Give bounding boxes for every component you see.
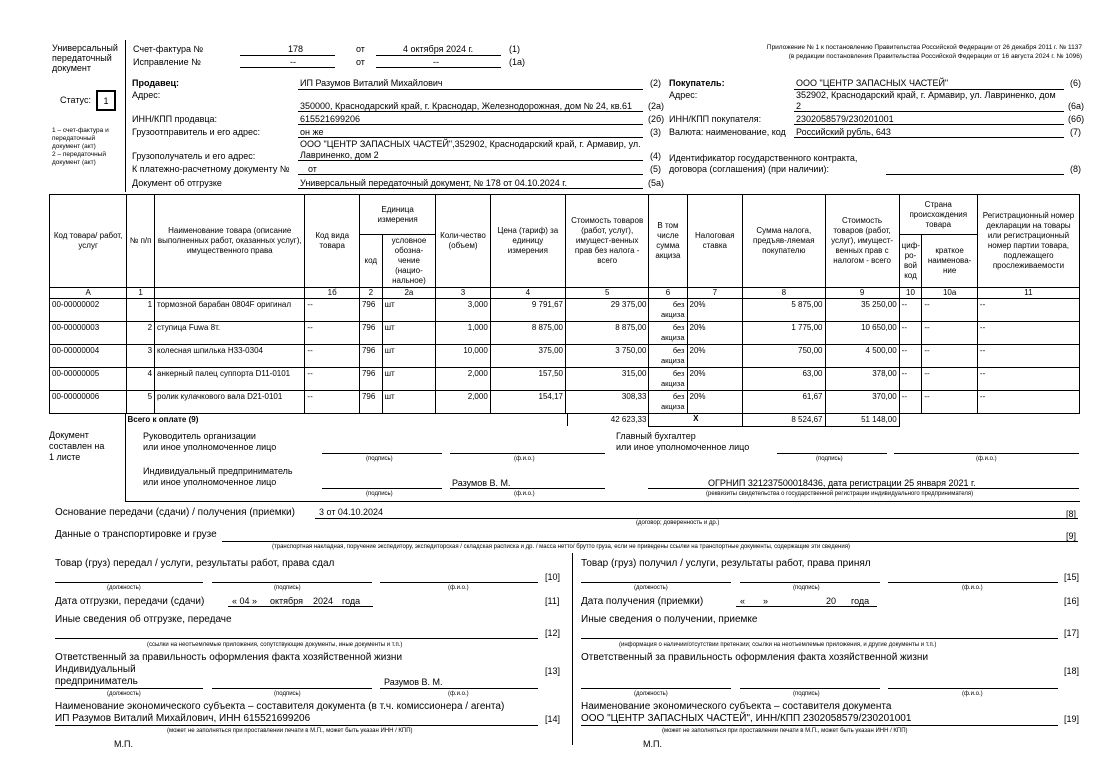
consignee-line2: Лавриненко, дом 2 bbox=[300, 150, 379, 160]
basis-label: Основание передачи (сдачи) / получения (приемки) bbox=[55, 507, 295, 518]
cell-tax: 1 775,00 bbox=[743, 322, 825, 345]
mp-left: М.П. bbox=[114, 739, 133, 749]
buyer-address-line2: 2 bbox=[796, 101, 802, 111]
seller-name: ИП Разумов Виталий Михайлович bbox=[300, 78, 443, 88]
cell-kind: -- bbox=[305, 368, 360, 391]
col-head-unit: Единица измерения bbox=[359, 195, 435, 235]
cell-price: 154,17 bbox=[490, 391, 565, 414]
received-code: [15] bbox=[1064, 572, 1080, 582]
col-num bbox=[155, 288, 305, 299]
cell-kind: -- bbox=[305, 299, 360, 322]
buyer-inn-code: (6б) bbox=[1068, 114, 1085, 124]
cell-tax: 63,00 bbox=[743, 368, 825, 391]
cell-code: 00-00000004 bbox=[50, 345, 127, 368]
buyer-label: Покупатель: bbox=[669, 78, 725, 88]
basis-caption: (договор; доверенность и др.) bbox=[636, 520, 720, 526]
col-head-unit-code: код bbox=[359, 235, 382, 288]
cell-qty: 2,000 bbox=[436, 368, 491, 391]
cell-excise: без акциза bbox=[649, 322, 687, 345]
col-head-num: № п/п bbox=[127, 195, 155, 288]
cell-rate: 20% bbox=[687, 391, 743, 414]
invoice-date: 4 октября 2024 г. bbox=[403, 44, 474, 54]
cell-ucode: 796 bbox=[359, 391, 382, 414]
cell-ccode: -- bbox=[899, 368, 922, 391]
seller-address-label: Адрес: bbox=[132, 90, 161, 100]
column-numbers-row bbox=[50, 288, 1080, 299]
cell-total: 35 250,00 bbox=[825, 299, 899, 322]
transferred-position-caption: (должность) bbox=[107, 585, 141, 591]
cell-total: 4 500,00 bbox=[825, 345, 899, 368]
entity-right-caption: (может не заполняться при проставлении печати в М.П., может быть указан ИНН / КПП) bbox=[662, 728, 908, 734]
other-recv-caption: (информация о наличии/отсутствии претензии; ссылки на неотъемлемые приложения, и другие документы и т.п.) bbox=[619, 642, 937, 648]
total-cost: 42 623,33 bbox=[567, 414, 648, 426]
other-ship-label: Иные сведения об отгрузке, передаче bbox=[55, 614, 232, 625]
currency-label: Валюта: наименование, код bbox=[669, 127, 786, 137]
payment-doc-code: (5) bbox=[650, 164, 661, 174]
correction-number: -- bbox=[290, 57, 296, 67]
correction-date: -- bbox=[433, 57, 439, 67]
cell-rate: 20% bbox=[687, 345, 743, 368]
payment-doc-label: К платежно-расчетному документу № bbox=[132, 164, 290, 174]
seller-address: 350000, Краснодарский край, г. Краснодар, Железнодорожная, дом № 24, кв.61 bbox=[300, 101, 633, 111]
invoice-code: (1) bbox=[509, 44, 520, 54]
cell-uname: шт bbox=[382, 391, 436, 414]
consignee-line1: ООО "ЦЕНТР ЗАПАСНЫХ ЧАСТЕЙ",352902, Краснодарский край, г. Армавир, ул. bbox=[300, 139, 641, 149]
status-label: Статус: bbox=[60, 95, 91, 105]
cell-decl: -- bbox=[977, 322, 1079, 345]
goods-table bbox=[49, 194, 1080, 427]
received-fio-caption: (ф.и.о.) bbox=[962, 585, 983, 591]
total-row bbox=[50, 414, 1080, 427]
transport-label: Данные о транспортировке и грузе bbox=[55, 529, 217, 540]
cell-qty: 1,000 bbox=[436, 322, 491, 345]
ship-year-word: года bbox=[342, 596, 361, 606]
cell-tax: 750,00 bbox=[743, 345, 825, 368]
consignee-label: Грузополучатель и его адрес: bbox=[132, 151, 256, 161]
accountant-sign-caption: (подпись) bbox=[816, 456, 843, 462]
col-head-country: Страна происхождения товара bbox=[899, 195, 977, 235]
cell-decl: -- bbox=[977, 391, 1079, 414]
col-num: 4 bbox=[490, 288, 565, 299]
entity-right-code: [19] bbox=[1064, 714, 1080, 724]
payment-doc-value: от bbox=[308, 164, 317, 174]
col-num: 7 bbox=[687, 288, 743, 299]
cell-cname: -- bbox=[922, 391, 978, 414]
col-head-code: Код товара/ работ, услуг bbox=[50, 195, 127, 288]
mp-right: М.П. bbox=[643, 739, 662, 749]
seller-label: Продавец: bbox=[132, 78, 180, 88]
cell-n: 4 bbox=[127, 368, 155, 391]
cell-rate: 20% bbox=[687, 368, 743, 391]
col-num: 10 bbox=[899, 288, 922, 299]
total-label: Всего к оплате (9) bbox=[125, 414, 568, 426]
shipper-code: (3) bbox=[650, 127, 661, 137]
correction-from-label: от bbox=[356, 57, 365, 67]
document-title: Универсальный передаточный документ bbox=[52, 43, 118, 73]
cell-excise: без акциза bbox=[649, 345, 687, 368]
cell-excise: без акциза bbox=[649, 368, 687, 391]
col-head-price: Цена (тариф) за единицу измерения bbox=[490, 195, 565, 288]
table-row bbox=[50, 368, 1080, 391]
buyer-address-code: (6а) bbox=[1068, 101, 1085, 111]
cell-cname: -- bbox=[922, 299, 978, 322]
col-num: 8 bbox=[743, 288, 825, 299]
col-head-tax: Сумма налога, предъяв-ляемая покупателю bbox=[743, 195, 825, 288]
cell-total: 10 650,00 bbox=[825, 322, 899, 345]
cell-ccode: -- bbox=[899, 345, 922, 368]
col-head-excise: В том числе сумма акциза bbox=[649, 195, 687, 288]
recv-year-word: года bbox=[851, 596, 870, 606]
cell-uname: шт bbox=[382, 299, 436, 322]
table-row bbox=[50, 322, 1080, 345]
ship-year: 2024 bbox=[313, 596, 334, 606]
cell-cname: -- bbox=[922, 368, 978, 391]
cell-ccode: -- bbox=[899, 299, 922, 322]
col-head-qty: Коли-чество (объем) bbox=[436, 195, 491, 288]
cell-name: тормозной барабан 0804F оригинал bbox=[155, 299, 305, 322]
cell-code: 00-00000005 bbox=[50, 368, 127, 391]
cell-name: анкерный палец суппорта D11-0101 bbox=[155, 368, 305, 391]
consignee-code: (4) bbox=[650, 151, 661, 161]
appendix-note: Приложение № 1 к постановлению Правительства Российской Федерации от 26 декабря 2011 г. № 1137 (в редакции постановления Правительства Российской Федерации от 16 августа 2024 г. № 1096) bbox=[766, 44, 1082, 60]
cell-tax: 5 875,00 bbox=[743, 299, 825, 322]
buyer-address-label: Адрес: bbox=[669, 90, 698, 100]
transferred-sign-caption: (подпись) bbox=[274, 585, 301, 591]
cell-qty: 2,000 bbox=[436, 391, 491, 414]
signs-divider bbox=[125, 424, 126, 502]
shipper-label: Грузоотправитель и его адрес: bbox=[132, 127, 260, 137]
resp-right-label: Ответственный за правильность оформления факта хозяйственной жизни bbox=[581, 652, 929, 663]
ip-sign-caption: (подпись) bbox=[366, 491, 393, 497]
shipment-doc-value: Универсальный передаточный документ, № 178 от 04.10.2024 г. bbox=[300, 178, 567, 188]
cell-n: 1 bbox=[127, 299, 155, 322]
cell-kind: -- bbox=[305, 322, 360, 345]
ogrnip-caption: (реквизиты свидетельства о государственной регистрации индивидуального предпринимателя) bbox=[706, 491, 974, 497]
cell-name: ступица Fuwa 8т. bbox=[155, 322, 305, 345]
cell-ucode: 796 bbox=[359, 368, 382, 391]
seller-inn-code: (2б) bbox=[648, 114, 665, 124]
col-num: А bbox=[50, 288, 127, 299]
correction-code: (1а) bbox=[509, 57, 526, 67]
cell-qty: 3,000 bbox=[436, 299, 491, 322]
ip-label: Индивидуальный предприниматель или иное уполномоченное лицо bbox=[143, 466, 293, 487]
cell-ucode: 796 bbox=[359, 299, 382, 322]
cell-uname: шт bbox=[382, 368, 436, 391]
invoice-from-label: от bbox=[356, 44, 365, 54]
basis-value: 3 от 04.10.2024 bbox=[319, 507, 383, 517]
cell-price: 375,00 bbox=[490, 345, 565, 368]
col-num: 10а bbox=[922, 288, 978, 299]
col-num: 9 bbox=[825, 288, 899, 299]
cell-n: 2 bbox=[127, 322, 155, 345]
cell-rate: 20% bbox=[687, 322, 743, 345]
col-num: 2 bbox=[359, 288, 382, 299]
seller-address-code: (2а) bbox=[648, 101, 665, 111]
col-head-cost: Стоимость товаров (работ, услуг), имущест-венных прав без налога - всего bbox=[565, 195, 648, 288]
cell-code: 00-00000006 bbox=[50, 391, 127, 414]
head-label: Руководитель организации или иное уполномоченное лицо bbox=[143, 431, 277, 452]
basis-code: [8] bbox=[1066, 509, 1077, 519]
transport-caption: (транспортная накладная, поручение экспедитору, экспедиторская / складская расписка и др. / масса нетто/ брутто груза, если не приведены ссылки на транспортные документы, содержащие эти сведения) bbox=[272, 544, 850, 550]
cell-rate: 20% bbox=[687, 299, 743, 322]
invoice-label: Счет-фактура № bbox=[133, 44, 204, 54]
total-sum: 51 148,00 bbox=[825, 414, 899, 427]
cell-ucode: 796 bbox=[359, 322, 382, 345]
cell-decl: -- bbox=[977, 345, 1079, 368]
recv-day-close: » bbox=[763, 596, 769, 606]
entity-left-code: [14] bbox=[545, 714, 561, 724]
cell-kind: -- bbox=[305, 391, 360, 414]
transferred-code: [10] bbox=[545, 572, 561, 582]
currency-value: Российский рубль, 643 bbox=[796, 127, 891, 137]
cell-name: ролик кулачкового вала D21-0101 bbox=[155, 391, 305, 414]
cell-price: 8 875,00 bbox=[490, 322, 565, 345]
accountant-fio-caption: (ф.и.о.) bbox=[976, 456, 997, 462]
status-box: 1 bbox=[96, 90, 116, 111]
shipper-value: он же bbox=[300, 127, 324, 137]
buyer-address-line1: 352902, Краснодарский край, г. Армавир, ул. Лавриненко, дом bbox=[796, 90, 1056, 100]
contract-label: Идентификатор государственного контракта, договора (соглашения) (при наличии): bbox=[669, 153, 858, 174]
cell-ccode: -- bbox=[899, 322, 922, 345]
head-fio-caption: (ф.и.о.) bbox=[514, 456, 535, 462]
cell-excise: без акциза bbox=[649, 391, 687, 414]
cell-cost: 8 875,00 bbox=[565, 322, 648, 345]
cell-uname: шт bbox=[382, 345, 436, 368]
cell-code: 00-00000002 bbox=[50, 299, 127, 322]
recv-date-code: [16] bbox=[1064, 596, 1080, 606]
cell-cost: 3 750,00 bbox=[565, 345, 648, 368]
cell-n: 5 bbox=[127, 391, 155, 414]
cell-price: 157,50 bbox=[490, 368, 565, 391]
col-head-name: Наименование товара (описание выполненных работ, оказанных услуг), имущественного права bbox=[155, 195, 305, 288]
resp-left-position: Индивидуальный предприниматель bbox=[55, 664, 138, 687]
entity-right-value: ООО "ЦЕНТР ЗАПАСНЫХ ЧАСТЕЙ", ИНН/КПП 2302058579/230201001 bbox=[581, 713, 912, 724]
resp-right-position-caption: (должность) bbox=[634, 691, 668, 697]
received-label: Товар (груз) получил / услуги, результаты работ, права принял bbox=[581, 558, 871, 569]
col-num: 6 bbox=[649, 288, 687, 299]
currency-code: (7) bbox=[1070, 127, 1081, 137]
contract-code: (8) bbox=[1070, 164, 1081, 174]
entity-left-value: ИП Разумов Виталий Михайлович, ИНН 615521699206 bbox=[55, 713, 311, 724]
buyer-name: ООО "ЦЕНТР ЗАПАСНЫХ ЧАСТЕЙ" bbox=[796, 78, 949, 88]
cell-cost: 315,00 bbox=[565, 368, 648, 391]
buyer-inn: 2302058579/230201001 bbox=[796, 114, 894, 124]
total-tax: 8 524,67 bbox=[743, 414, 825, 427]
received-position-caption: (должность) bbox=[634, 585, 668, 591]
col-head-country-code: циф-ро-вой код bbox=[899, 235, 922, 288]
head-sign-caption: (подпись) bbox=[366, 456, 393, 462]
received-sign-caption: (подпись) bbox=[793, 585, 820, 591]
cell-ucode: 796 bbox=[359, 345, 382, 368]
cell-tax: 61,67 bbox=[743, 391, 825, 414]
buyer-inn-label: ИНН/КПП покупателя: bbox=[669, 114, 762, 124]
cell-excise: без акциза bbox=[649, 299, 687, 322]
status-note: 1 – счет-фактура и передаточный документ (акт) 2 – передаточный документ (акт) bbox=[52, 127, 109, 166]
other-ship-caption: (ссылки на неотъемлемые приложения, сопутствующие документы, иные документы и т.п.) bbox=[147, 642, 403, 648]
cell-price: 9 791,67 bbox=[490, 299, 565, 322]
col-num: 1б bbox=[305, 288, 360, 299]
ip-fio-caption: (ф.и.о.) bbox=[514, 491, 535, 497]
cell-name: колесная шпилька Н33-0304 bbox=[155, 345, 305, 368]
seller-inn-label: ИНН/КПП продавца: bbox=[132, 114, 218, 124]
col-head-total: Стоимость товаров (работ, услуг), имущест-венных прав с налогом - всего bbox=[825, 195, 899, 288]
seller-name-code: (2) bbox=[650, 78, 661, 88]
cell-total: 370,00 bbox=[825, 391, 899, 414]
cell-n: 3 bbox=[127, 345, 155, 368]
cell-ccode: -- bbox=[899, 391, 922, 414]
col-num: 11 bbox=[977, 288, 1079, 299]
cell-cost: 29 375,00 bbox=[565, 299, 648, 322]
ship-month: октября bbox=[270, 596, 303, 606]
col-head-unit-name: условное обозна-чение (нацио-нальное) bbox=[382, 235, 436, 288]
cell-qty: 10,000 bbox=[436, 345, 491, 368]
header-divider bbox=[125, 40, 126, 192]
cell-uname: шт bbox=[382, 322, 436, 345]
col-num: 3 bbox=[436, 288, 491, 299]
transport-code: [9] bbox=[1066, 531, 1077, 541]
ship-date-label: Дата отгрузки, передачи (сдачи) bbox=[55, 596, 205, 607]
entity-right-label: Наименование экономического субъекта – составителя документа bbox=[581, 701, 892, 712]
recv-year: 20 bbox=[826, 596, 837, 606]
accountant-label: Главный бухгалтер или иное уполномоченное лицо bbox=[616, 431, 750, 452]
entity-left-label: Наименование экономического субъекта – составителя документа (в т.ч. комиссионера / агента) bbox=[55, 701, 505, 712]
ship-day: « 04 » bbox=[232, 596, 258, 606]
buyer-name-code: (6) bbox=[1070, 78, 1081, 88]
shipment-doc-label: Документ об отгрузке bbox=[132, 178, 222, 188]
table-row bbox=[50, 299, 1080, 322]
recv-day-open: « bbox=[740, 596, 746, 606]
resp-left-fio-caption: (ф.и.о.) bbox=[448, 691, 469, 697]
transferred-fio-caption: (ф.и.о.) bbox=[448, 585, 469, 591]
cell-total: 378,00 bbox=[825, 368, 899, 391]
resp-right-code: [18] bbox=[1064, 666, 1080, 676]
resp-left-position-caption: (должность) bbox=[107, 691, 141, 697]
invoice-number: 178 bbox=[288, 44, 304, 54]
col-head-rate: Налоговая ставка bbox=[687, 195, 743, 288]
col-num: 5 bbox=[565, 288, 648, 299]
recv-date-label: Дата получения (приемки) bbox=[581, 596, 704, 607]
other-ship-code: [12] bbox=[545, 628, 561, 638]
col-head-country-name: краткое наименова-ние bbox=[922, 235, 978, 288]
cell-kind: -- bbox=[305, 345, 360, 368]
resp-right-fio-caption: (ф.и.о.) bbox=[962, 691, 983, 697]
table-row bbox=[50, 391, 1080, 414]
cell-code: 00-00000003 bbox=[50, 322, 127, 345]
seller-inn: 615521699206 bbox=[300, 114, 361, 124]
other-recv-label: Иные сведения о получении, приемке bbox=[581, 614, 758, 625]
correction-label: Исправление № bbox=[133, 57, 201, 67]
cell-decl: -- bbox=[977, 299, 1079, 322]
col-head-kind: Код вида товара bbox=[305, 195, 360, 288]
resp-left-sign-caption: (подпись) bbox=[274, 691, 301, 697]
transferred-label: Товар (груз) передал / услуги, результаты работ, права сдал bbox=[55, 558, 335, 569]
table-row bbox=[50, 345, 1080, 368]
resp-left-label: Ответственный за правильность оформления факта хозяйственной жизни bbox=[55, 652, 403, 663]
col-head-decl: Регистрационный номер декларации на товары или регистрационный номер партии товара, подлежащего прослеживаемости bbox=[977, 195, 1079, 288]
cell-cname: -- bbox=[922, 345, 978, 368]
col-num: 1 bbox=[127, 288, 155, 299]
bottom-divider bbox=[572, 553, 573, 745]
total-excise: Х bbox=[649, 414, 743, 427]
resp-left-fio: Разумов В. М. bbox=[384, 677, 443, 687]
ship-date-code: [11] bbox=[545, 596, 560, 606]
other-recv-code: [17] bbox=[1064, 628, 1080, 638]
shipment-doc-code: (5а) bbox=[648, 178, 665, 188]
resp-right-sign-caption: (подпись) bbox=[793, 691, 820, 697]
resp-left-code: [13] bbox=[545, 666, 561, 676]
cell-decl: -- bbox=[977, 368, 1079, 391]
ogrnip: ОГРНИП 321237500018436, дата регистрации 25 января 2021 г. bbox=[708, 478, 976, 488]
doc-made-note: Документ составлен на 1 листе bbox=[49, 430, 105, 462]
cell-cname: -- bbox=[922, 322, 978, 345]
entity-left-caption: (может не заполняться при проставлении печати в М.П., может быть указан ИНН / КПП) bbox=[167, 728, 413, 734]
cell-cost: 308,33 bbox=[565, 391, 648, 414]
ip-fio: Разумов В. М. bbox=[452, 478, 511, 488]
col-num: 2а bbox=[382, 288, 436, 299]
